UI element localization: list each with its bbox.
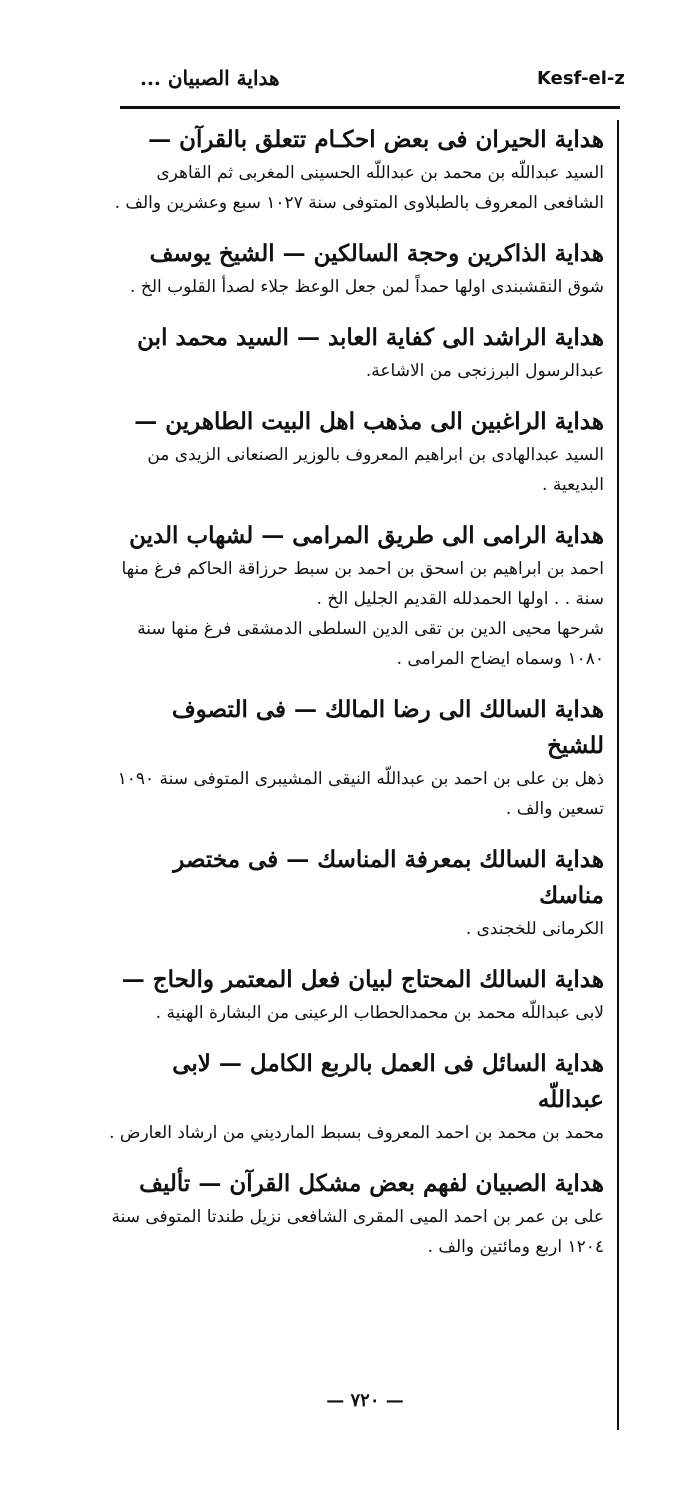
entry-title: هداية الراغبين الى مذهب اهل البيت الطاهرين —: [134, 408, 604, 435]
entry-title: هداية الراشد الى كفاية العابد — السيد محمد ابن: [137, 324, 604, 351]
entry: [108, 962, 604, 1028]
entry-body: ذهل بن على بن احمد بن عبداللّه النيقى المشيبرى المتوفى سنة ١٠٩٠ تسعين والف .: [117, 769, 604, 819]
entry-title: هداية السالك الى رضا المالك — فى التصوف للشيخ: [171, 696, 604, 759]
entry-body: لابى عبداللّه محمد بن محمدالحطاب الرعينى من البشارة الهنية .: [155, 1003, 604, 1023]
entry-body: عبدالرسول البرزنجى من الاشاعة.: [365, 361, 604, 381]
entry-title: هداية السائل فى العمل بالربع الكامل — لابى عبداللّه: [172, 1050, 604, 1113]
entry-body: السيد عبدالهادى بن ابراهيم المعروف بالوزير الصنعانى الزيدى من البديعية .: [147, 445, 604, 495]
running-header-arabic: هداية الصبيان ...: [140, 66, 280, 90]
entry: [108, 1046, 604, 1148]
entry-title: هداية الذاكرين وحجة السالكين — الشيخ يوسف: [149, 240, 604, 267]
entry: [108, 236, 604, 302]
bibliography-entries: [108, 122, 604, 1280]
entry-title: هداية السالك المحتاج لبيان فعل المعتمر والحاج —: [121, 966, 604, 993]
running-header-latin: Kesf-el-z: [537, 68, 625, 89]
entry: [108, 404, 604, 500]
entry-commentary: شرحها محيى الدين بن تقى الدين السلطى الدمشقى فرغ منها سنة ١٠٨٠ وسماه ايضاح المرامى .: [137, 619, 604, 669]
entry-body: احمد بن ابراهيم بن اسحق بن احمد بن سبط حرزاقة الحاكم فرغ منها سنة . . اولها الحمدلله القديم الجليل الخ .: [121, 559, 604, 609]
entry: [108, 320, 604, 386]
entry: [108, 122, 604, 218]
entry: [108, 842, 604, 944]
entry-title: هداية السالك بمعرفة المناسك — فى مختصر مناسك: [173, 846, 604, 909]
header-rule: [120, 106, 620, 109]
entry-title: هداية الرامى الى طريق المرامى — لشهاب الدين: [129, 522, 604, 549]
entry: [108, 1166, 604, 1262]
entry-body: شوق النقشبندى اولها حمداً لمن جعل الوعظ جلاء لصدأ القلوب الخ .: [130, 277, 604, 297]
entry-body: الكرمانى للخجندى .: [465, 919, 604, 939]
entry-title: هداية الحيران فى بعض احكـام تتعلق بالقرآن —: [148, 126, 604, 153]
entry-title: هداية الصبيان لفهم بعض مشكل القرآن — تأليف: [139, 1170, 604, 1197]
column-rule: [617, 120, 619, 1430]
entry-body: السيد عبداللّه بن محمد بن عبداللّه الحسينى المغربى ثم القاهرى الشافعى المعروف بالطبلاوى المتوفى سنة ١٠٢٧ سبع وعشرين والف .: [114, 163, 604, 213]
entry-body: محمد بن محمد بن احمد المعروف بسبط المارديني من ارشاد العارض .: [109, 1123, 604, 1143]
page-number: — ٧٢٠ —: [326, 1390, 404, 1411]
entry: [108, 692, 604, 824]
entry-body: على بن عمر بن احمد الميى المقرى الشافعى نزيل طندتا المتوفى سنة ١٢٠٤ اربع ومائتين والف .: [111, 1207, 604, 1257]
entry: [108, 518, 604, 674]
